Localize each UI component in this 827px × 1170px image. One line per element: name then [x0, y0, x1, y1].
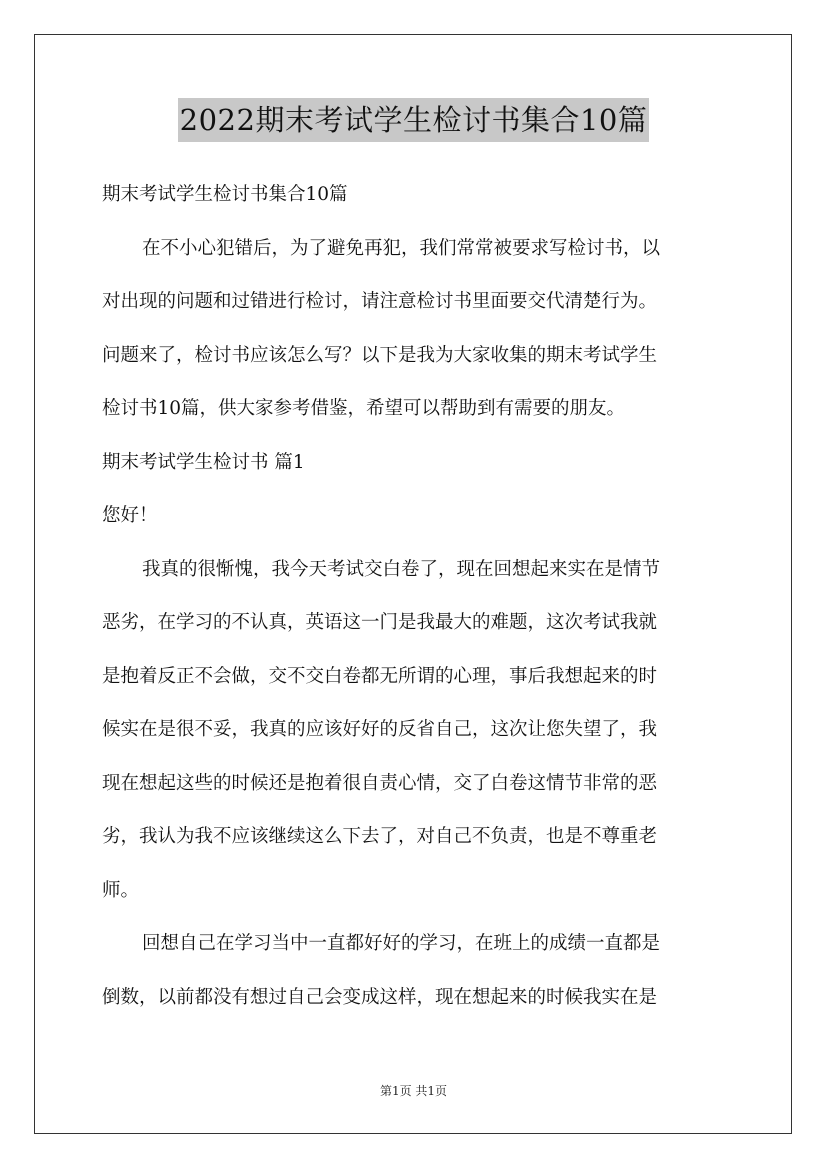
body-line: 倒数，以前都没有想过自己会变成这样，现在想起来的时候我实在是 — [102, 986, 658, 1008]
document-body — [102, 168, 728, 1024]
document-title: 2022期末考试学生检讨书集合10篇 — [178, 98, 650, 142]
body-line: 恶劣，在学习的不认真，英语这一门是我最大的难题，这次考试我就 — [102, 612, 658, 633]
page-indicator: 第1页 共1页 — [379, 1084, 448, 1098]
body-line: 问题来了，检讨书应该怎么写？以下是我为大家收集的期末考试学生 — [102, 344, 658, 366]
body-line: 候实在是很不妥，我真的应该好好的反省自己，这次让您失望了，我 — [102, 719, 658, 740]
body-line: 对出现的问题和过错进行检讨，请注意检讨书里面要交代清楚行为。 — [102, 291, 658, 312]
body-line: 检讨书10篇，供大家参考借鉴，希望可以帮助到有需要的朋友。 — [102, 398, 626, 419]
section-heading: 期末考试学生检讨书 篇1 — [102, 451, 305, 473]
body-line: 我真的很惭愧，我今天考试交白卷了，现在回想起来实在是情节 — [142, 558, 661, 580]
body-line: 现在想起这些的时候还是抱着很自责心情，交了白卷这情节非常的恶 — [102, 772, 658, 794]
body-line: 劣，我认为我不应该继续这么下去了，对自己不负责，也是不尊重老 — [102, 826, 658, 847]
body-line: 期末考试学生检讨书集合10篇 — [102, 184, 348, 205]
title-container — [0, 98, 827, 142]
body-line: 在不小心犯错后，为了避免再犯，我们常常被要求写检讨书，以 — [142, 237, 661, 259]
page-footer — [0, 1082, 827, 1099]
body-line: 是抱着反正不会做，交不交白卷都无所谓的心理，事后我想起来的时 — [102, 665, 658, 687]
salutation: 您好！ — [102, 505, 158, 526]
body-line: 师。 — [102, 879, 140, 901]
body-line: 回想自己在学习当中一直都好好的学习，在班上的成绩一直都是 — [142, 933, 661, 954]
